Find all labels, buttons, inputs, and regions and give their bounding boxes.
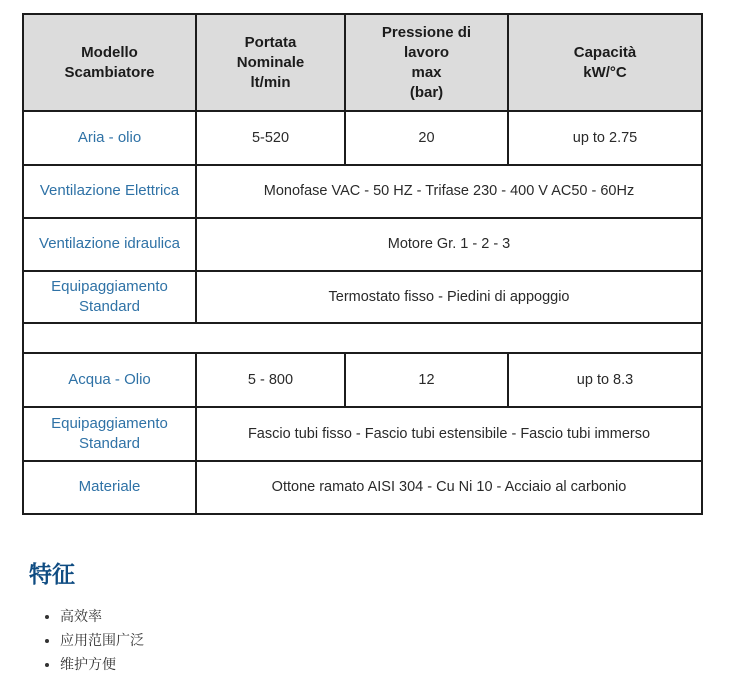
cell-value: Motore Gr. 1 - 2 - 3 [196, 218, 702, 271]
table-row-ventilazione-idraulica [23, 218, 702, 271]
cell-value: Ottone ramato AISI 304 - Cu Ni 10 - Acciaio al carbonio [196, 461, 702, 514]
cell-pressione: 12 [345, 353, 508, 406]
table-row-acqua-olio [23, 353, 702, 406]
cell-model: Equipaggiamento Standard [23, 407, 196, 461]
header-pressione: Pressione di lavoro max (bar) [345, 14, 508, 111]
header-portata: Portata Nominale lt/min [196, 14, 345, 111]
table-row-materiale [23, 461, 702, 514]
cell-value: Fascio tubi fisso - Fascio tubi estensibile - Fascio tubi immerso [196, 407, 702, 461]
table-row-aria-olio [23, 111, 702, 164]
header-capacita: Capacità kW/°C [508, 14, 702, 111]
cell-model: Aria - olio [23, 111, 196, 164]
list-item: • 应用范围广泛 [60, 629, 144, 653]
cell-model: Ventilazione idraulica [23, 218, 196, 271]
list-item: • 维护方便 [60, 653, 144, 677]
cell-portata: 5-520 [196, 111, 345, 164]
table-row-equipaggiamento-1 [23, 271, 702, 323]
cell-capacita: up to 2.75 [508, 111, 702, 164]
table-header-row [23, 14, 702, 111]
spec-table [22, 13, 703, 515]
cell-portata: 5 - 800 [196, 353, 345, 406]
table-row-equipaggiamento-2 [23, 407, 702, 461]
list-item: • 高效率 [60, 605, 144, 629]
cell-model: Equipaggiamento Standard [23, 271, 196, 323]
header-modello: Modello Scambiatore [23, 14, 196, 111]
features-list [40, 605, 144, 677]
cell-model: Materiale [23, 461, 196, 514]
cell-capacita: up to 8.3 [508, 353, 702, 406]
spacer-cell [23, 323, 702, 353]
cell-model: Acqua - Olio [23, 353, 196, 406]
cell-pressione: 20 [345, 111, 508, 164]
features-title: 特征 [29, 562, 75, 588]
cell-value: Monofase VAC - 50 HZ - Trifase 230 - 400 V AC50 - 60Hz [196, 165, 702, 218]
cell-model: Ventilazione Elettrica [23, 165, 196, 218]
table-spacer-row [23, 323, 702, 353]
table-row-ventilazione-elettrica [23, 165, 702, 218]
cell-value: Termostato fisso - Piedini di appoggio [196, 271, 702, 323]
